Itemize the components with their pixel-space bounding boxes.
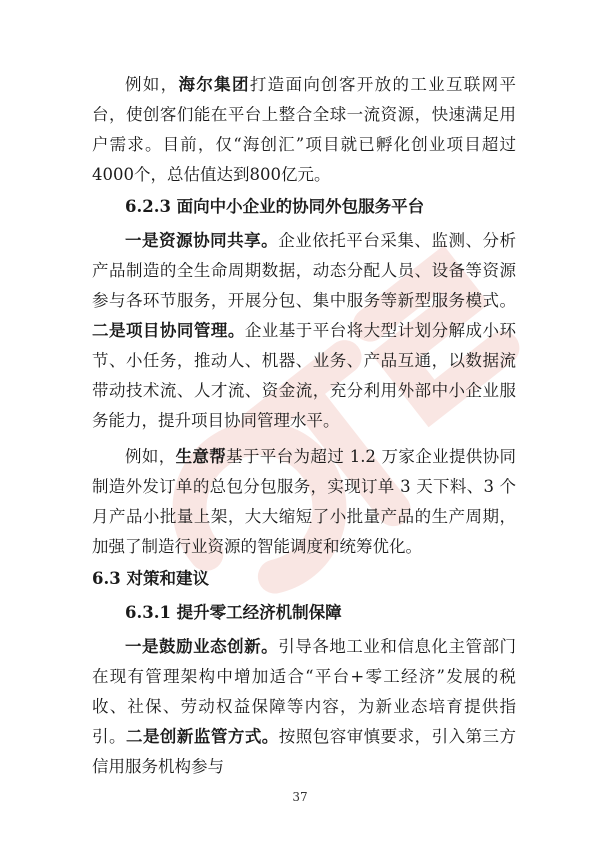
text-span: 例如， (125, 447, 176, 466)
paragraph-encourage-innovation (92, 632, 516, 782)
section-heading-6-3-1: 6.3.1 提升零工经济机制保障 (125, 603, 342, 622)
section-heading-6-3: 6.3 对策和建议 (92, 569, 209, 588)
text-span: 企业基于平台将大型计划分解成小环节、小任务，推动人、机器、业务、产品互通，以数据流带动技术流、人才流、资金流，充分利用外部中小企业服务能力，提升项目协同管理水平。 (92, 321, 517, 430)
bold-point-2: 二是项目协同管理。 (92, 321, 245, 340)
paragraph-haier-example (92, 70, 516, 190)
paragraph-shengyibang-example (92, 442, 516, 562)
bold-point-1: 一是鼓励业态创新。 (125, 637, 279, 656)
text-span: 打造面向创客开放的工业互联网平台，使创客们能在平台上整合全球一流资源，快速满足用户需求。目前，仅“海创汇”项目就已孵化创业项目超过4000个，总估值达到800亿元。 (92, 75, 517, 184)
text-span: 例如， (125, 75, 179, 94)
paragraph-resource-sharing (92, 226, 516, 436)
section-heading-6-2-3: 6.2.3 面向中小企业的协同外包服务平台 (125, 197, 425, 216)
document-body (92, 70, 516, 782)
bold-point-2: 二是创新监管方式。 (125, 727, 279, 746)
bold-point-1: 一是资源协同共享。 (125, 231, 279, 250)
page-number: 37 (292, 790, 308, 804)
text-span: 按照包容审慎要求，引入第三方信用服务机构参与 (92, 727, 517, 776)
bold-company-name: 生意帮 (175, 447, 227, 466)
bold-company-name: 海尔集团 (178, 75, 250, 94)
text-span: 企业依托平台采集、监测、分析产品制造的全生命周期数据，动态分配人员、设备等资源参与各环节服务，开展分包、集中服务等新型服务模式。 (92, 231, 517, 310)
text-span: 基于平台为超过 1.2 万家企业提供协同制造外发订单的总包分包服务，实现订单 3 天下料、3 个月产品小批量上架，大大缩短了小批量产品的生产周期，加强了制造行业资源的智能调度和统筹优化。 (92, 447, 517, 556)
text-span: 引导各地工业和信息化主管部门在现有管理架构中增加适合“平台+零工经济”发展的税收、社保、劳动权益保障等内容，为新业态培育提供指引。 (92, 637, 517, 746)
